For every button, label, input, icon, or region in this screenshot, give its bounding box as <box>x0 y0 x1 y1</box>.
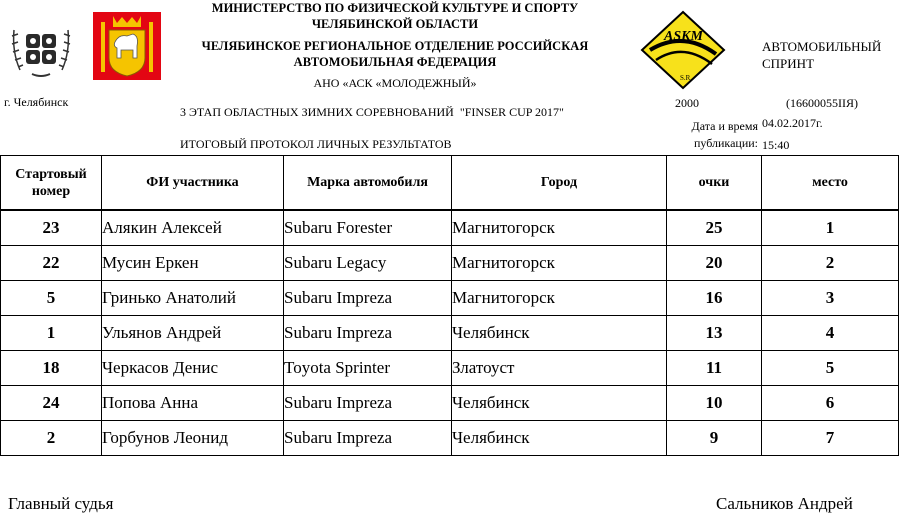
federation-title <box>175 38 615 70</box>
cell-name: Попова Анна <box>102 386 284 421</box>
cell-start-number: 2 <box>1 421 102 456</box>
cell-place: 7 <box>762 421 899 456</box>
code-right: (16600055IIЯ) <box>786 96 858 110</box>
cell-city: Магнитогорск <box>452 281 667 316</box>
code-left: 2000 <box>675 96 699 110</box>
discipline-line2: СПРИНТ <box>762 56 815 71</box>
federation-title-line2: АВТОМОБИЛЬНАЯ ФЕДЕРАЦИЯ <box>293 55 497 69</box>
cell-city: Челябинск <box>452 421 667 456</box>
askm-club-logo <box>640 10 726 90</box>
table-row <box>1 316 899 351</box>
chelyabinsk-coat-of-arms-logo <box>93 12 161 80</box>
header-name: ФИ участника <box>102 156 284 211</box>
table-row <box>1 421 899 456</box>
chief-judge-name: Сальников Андрей <box>716 494 853 513</box>
chief-judge-label: Главный судья <box>8 494 114 513</box>
cell-car: Subaru Impreza <box>284 386 452 421</box>
cell-points: 13 <box>667 316 762 351</box>
cell-start-number: 24 <box>1 386 102 421</box>
cell-place: 6 <box>762 386 899 421</box>
city-label: г. Челябинск <box>4 95 69 109</box>
cell-place: 5 <box>762 351 899 386</box>
header-place: место <box>762 156 899 211</box>
cell-city: Магнитогорск <box>452 246 667 281</box>
organizer-name: АНО «АСК «МОЛОДЕЖНЫЙ» <box>313 76 477 90</box>
ministry-title-line2: ЧЕЛЯБИНСКОЙ ОБЛАСТИ <box>311 17 479 31</box>
cell-name: Гринько Анатолий <box>102 281 284 316</box>
cell-place: 2 <box>762 246 899 281</box>
publication-date: 04.02.2017г. <box>762 116 823 130</box>
cell-start-number: 18 <box>1 351 102 386</box>
cell-city: Магнитогорск <box>452 210 667 246</box>
discipline-title <box>762 38 897 72</box>
protocol-title: ИТОГОВЫЙ ПРОТОКОЛ ЛИЧНЫХ РЕЗУЛЬТАТОВ <box>180 137 452 151</box>
table-row <box>1 210 899 246</box>
cell-name: Алякин Алексей <box>102 210 284 246</box>
cell-car: Subaru Impreza <box>284 316 452 351</box>
table-row <box>1 351 899 386</box>
cell-points: 16 <box>667 281 762 316</box>
event-title: 3 ЭТАП ОБЛАСТНЫХ ЗИМНИХ СОРЕВНОВАНИЙ "FINSER CUP 2017" <box>180 105 564 119</box>
cell-points: 10 <box>667 386 762 421</box>
cell-start-number: 1 <box>1 316 102 351</box>
cell-name: Ульянов Андрей <box>102 316 284 351</box>
cell-name: Горбунов Леонид <box>102 421 284 456</box>
cell-city: Златоуст <box>452 351 667 386</box>
datetime-label <box>676 118 758 152</box>
header-start-number: Стартовый номер <box>1 156 102 211</box>
svg-text:S.R.: S.R. <box>680 74 693 82</box>
cell-start-number: 5 <box>1 281 102 316</box>
discipline-line1: АВТОМОБИЛЬНЫЙ <box>762 39 882 54</box>
cell-points: 20 <box>667 246 762 281</box>
results-table <box>0 155 899 456</box>
datetime-label-line2: публикации: <box>693 136 758 150</box>
datetime-label-line1: Дата и время <box>691 119 758 133</box>
cell-start-number: 22 <box>1 246 102 281</box>
cell-car: Subaru Forester <box>284 210 452 246</box>
cell-name: Мусин Еркен <box>102 246 284 281</box>
publication-time: 15:40 <box>762 138 790 152</box>
ministry-emblem-logo <box>10 20 72 82</box>
cell-car: Toyota Sprinter <box>284 351 452 386</box>
cell-car: Subaru Impreza <box>284 421 452 456</box>
table-row <box>1 281 899 316</box>
ministry-title <box>185 0 605 32</box>
cell-name: Черкасов Денис <box>102 351 284 386</box>
header-city: Город <box>452 156 667 211</box>
cell-car: Subaru Legacy <box>284 246 452 281</box>
cell-city: Челябинск <box>452 386 667 421</box>
cell-place: 4 <box>762 316 899 351</box>
header-car: Марка автомобиля <box>284 156 452 211</box>
federation-title-line1: ЧЕЛЯБИНСКОЕ РЕГИОНАЛЬНОЕ ОТДЕЛЕНИЕ РОССИЙСКАЯ <box>201 39 589 53</box>
table-row <box>1 386 899 421</box>
cell-car: Subaru Impreza <box>284 281 452 316</box>
cell-points: 11 <box>667 351 762 386</box>
cell-place: 1 <box>762 210 899 246</box>
cell-start-number: 23 <box>1 210 102 246</box>
svg-text:ASKM: ASKM <box>664 29 703 44</box>
table-row <box>1 246 899 281</box>
table-header-row <box>1 156 899 211</box>
ministry-title-line1: МИНИСТЕРСТВО ПО ФИЗИЧЕСКОЙ КУЛЬТУРЕ И СПОРТУ <box>211 1 579 15</box>
cell-points: 9 <box>667 421 762 456</box>
cell-points: 25 <box>667 210 762 246</box>
cell-place: 3 <box>762 281 899 316</box>
cell-city: Челябинск <box>452 316 667 351</box>
header-points: очки <box>667 156 762 211</box>
